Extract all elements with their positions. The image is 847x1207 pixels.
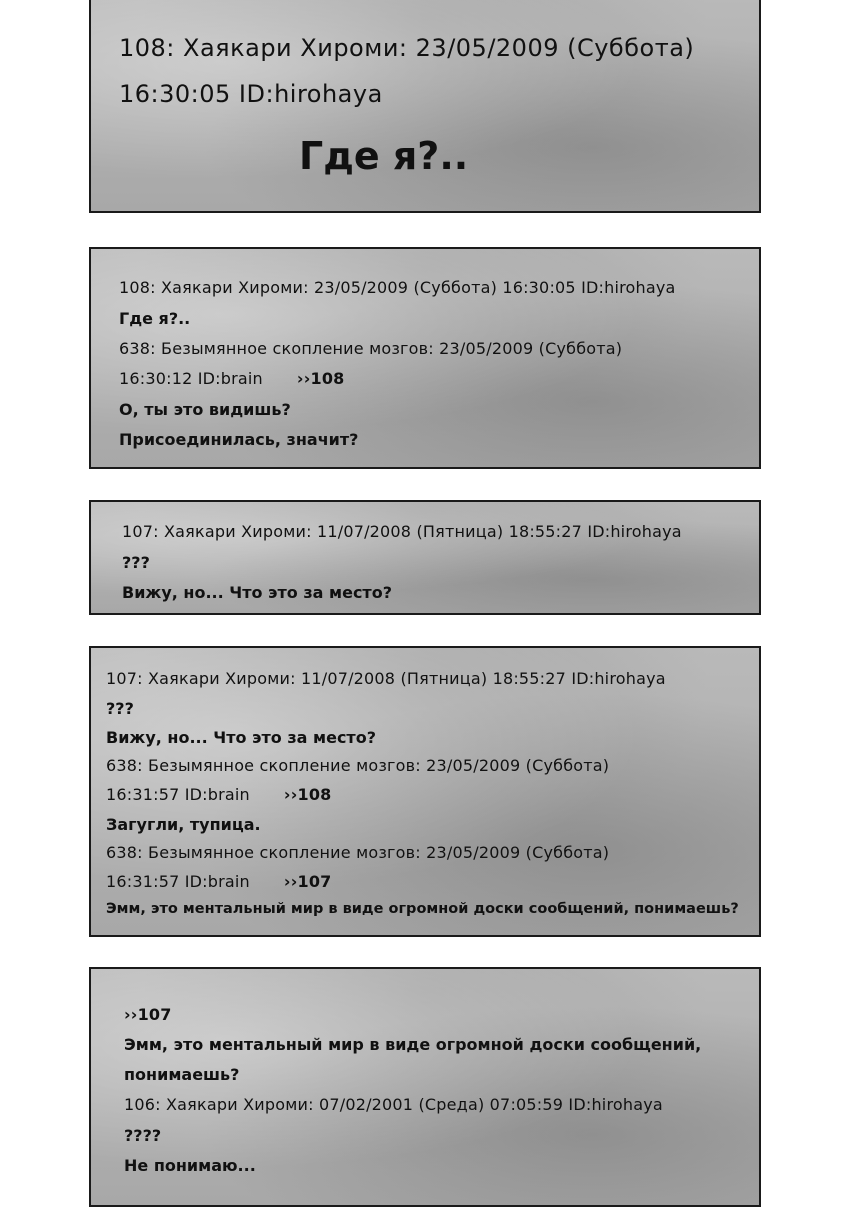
post-time-id: 16:31:57 ID:brain bbox=[106, 872, 250, 891]
post-message: Присоединилась, значит? bbox=[119, 430, 359, 449]
post-message: понимаешь? bbox=[124, 1065, 240, 1084]
reply-reference: ››108 bbox=[283, 785, 332, 804]
post-message: О, ты это видишь? bbox=[119, 400, 291, 419]
post-message: Не понимаю... bbox=[124, 1156, 256, 1175]
post-time-id: 16:31:57 ID:brain bbox=[106, 785, 250, 804]
post-header: 638: Безымянное скопление мозгов: 23/05/2009 (Суббота) bbox=[106, 756, 610, 775]
post-header-time: 16:30:05 ID:hirohaya bbox=[119, 80, 383, 108]
post-message: Вижу, но... Что это за место? bbox=[106, 728, 376, 747]
post-header: 106: Хаякари Хироми: 07/02/2001 (Среда) 07:05:59 ID:hirohaya bbox=[124, 1095, 663, 1114]
post-header: 108: Хаякари Хироми: 23/05/2009 (Суббота) 16:30:05 ID:hirohaya bbox=[119, 278, 676, 297]
panel-4 bbox=[89, 646, 761, 937]
post-message: Где я?.. bbox=[119, 309, 191, 328]
post-message: Где я?.. bbox=[299, 134, 469, 178]
panel-3 bbox=[89, 500, 761, 615]
post-message: ???? bbox=[124, 1126, 162, 1145]
panel-1 bbox=[89, 0, 761, 213]
reply-reference: ››107 bbox=[283, 872, 332, 891]
post-header-time bbox=[106, 785, 332, 804]
post-header: 638: Безымянное скопление мозгов: 23/05/2009 (Суббота) bbox=[106, 843, 610, 862]
post-header: 107: Хаякари Хироми: 11/07/2008 (Пятница) 18:55:27 ID:hirohaya bbox=[106, 669, 666, 688]
post-message: ??? bbox=[122, 553, 150, 572]
post-header-time bbox=[119, 369, 345, 388]
post-header: 107: Хаякари Хироми: 11/07/2008 (Пятница) 18:55:27 ID:hirohaya bbox=[122, 522, 682, 541]
panel-2 bbox=[89, 247, 761, 469]
reply-reference: ››108 bbox=[296, 369, 345, 388]
post-message: Эмм, это ментальный мир в виде огромной доски сообщений, понимаешь? bbox=[106, 901, 739, 917]
reply-reference: ››107 bbox=[124, 1005, 172, 1024]
panel-5 bbox=[89, 967, 761, 1207]
post-message: Вижу, но... Что это за место? bbox=[122, 583, 392, 602]
post-header: 108: Хаякари Хироми: 23/05/2009 (Суббота) bbox=[119, 34, 695, 62]
post-header: 638: Безымянное скопление мозгов: 23/05/2009 (Суббота) bbox=[119, 339, 623, 358]
post-message: Эмм, это ментальный мир в виде огромной доски сообщений, bbox=[124, 1035, 702, 1054]
post-message: ??? bbox=[106, 699, 134, 718]
post-message: Загугли, тупица. bbox=[106, 815, 261, 834]
post-time-id: 16:30:12 ID:brain bbox=[119, 369, 263, 388]
post-header-time bbox=[106, 872, 332, 891]
